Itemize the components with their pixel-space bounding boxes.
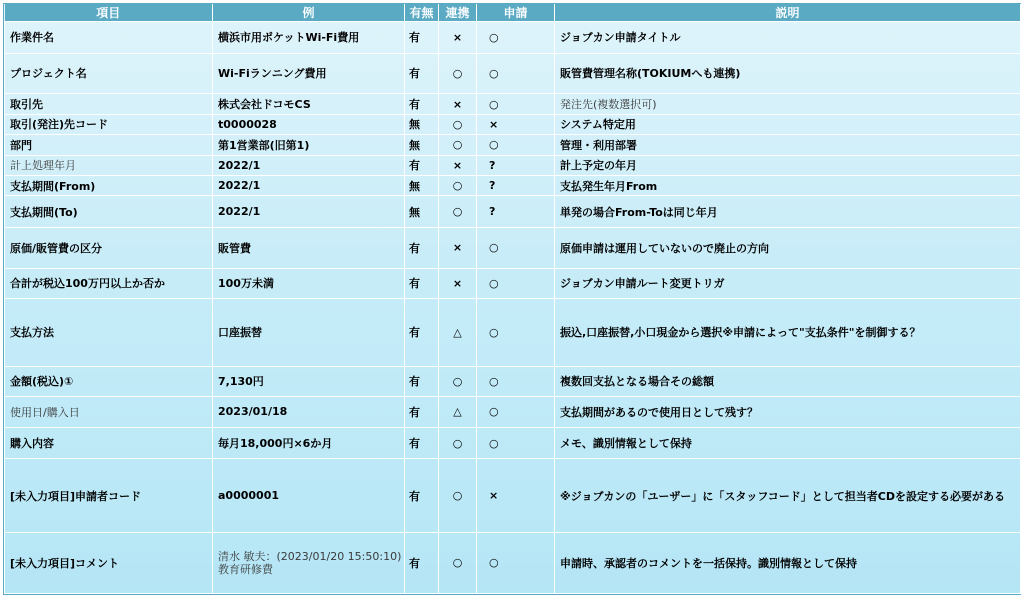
cell-example: a0000001 <box>213 459 405 532</box>
cell-exists: 有 <box>405 366 439 397</box>
table-row <box>5 53 1021 94</box>
cell-desc: 単発の場合From-Toは同じ年月 <box>555 196 1021 228</box>
cell-item: 部門 <box>5 135 213 155</box>
cell-example: 2023/01/18 <box>213 397 405 428</box>
cell-item: 購入内容 <box>5 427 213 459</box>
cell-link: ○ <box>439 532 477 593</box>
table-row <box>5 299 1021 366</box>
table-row <box>5 114 1021 134</box>
cell-desc: 申請時、承認者のコメントを一括保持。識別情報として保持 <box>555 532 1021 593</box>
cell-apply: × <box>477 459 555 532</box>
comment-text-line: 教育研修費 <box>218 562 273 576</box>
cell-link: ○ <box>439 114 477 134</box>
cell-item: 取引先 <box>5 94 213 114</box>
cell-apply: ? <box>477 196 555 228</box>
cell-example: 第1営業部(旧第1) <box>213 135 405 155</box>
header-row <box>5 4 1021 22</box>
cell-desc: ジョブカン申請タイトル <box>555 22 1021 54</box>
cell-apply: ○ <box>477 397 555 428</box>
cell-desc: 管理・利用部署 <box>555 135 1021 155</box>
cell-apply: × <box>477 114 555 134</box>
cell-apply: ○ <box>477 53 555 94</box>
header-apply: 申請 <box>477 4 555 22</box>
cell-apply: ○ <box>477 227 555 268</box>
cell-exists: 有 <box>405 22 439 54</box>
cell-item: 支払期間(From) <box>5 175 213 195</box>
cell-exists: 無 <box>405 196 439 228</box>
cell-exists: 有 <box>405 532 439 593</box>
spec-sheet <box>3 3 1021 595</box>
cell-example: 2022/1 <box>213 155 405 175</box>
cell-link: × <box>439 227 477 268</box>
cell-link: ○ <box>439 53 477 94</box>
cell-link: × <box>439 22 477 54</box>
cell-desc: ジョブカン申請ルート変更トリガ <box>555 268 1021 299</box>
cell-apply: ? <box>477 175 555 195</box>
table-row <box>5 22 1021 54</box>
table-row <box>5 227 1021 268</box>
header-item: 項目 <box>5 4 213 22</box>
cell-example: 7,130円 <box>213 366 405 397</box>
cell-item: 合計が税込100万円以上か否か <box>5 268 213 299</box>
cell-exists: 有 <box>405 268 439 299</box>
table-row <box>5 94 1021 114</box>
cell-apply: ○ <box>477 135 555 155</box>
header-exists: 有無 <box>405 4 439 22</box>
table-row <box>5 155 1021 175</box>
cell-desc: メモ、識別情報として保持 <box>555 427 1021 459</box>
cell-item: 支払方法 <box>5 299 213 366</box>
cell-apply: ? <box>477 155 555 175</box>
cell-item: 金額(税込)① <box>5 366 213 397</box>
cell-item: 原価/販管費の区分 <box>5 227 213 268</box>
header-desc: 説明 <box>555 4 1021 22</box>
cell-apply: ○ <box>477 427 555 459</box>
cell-example: t0000028 <box>213 114 405 134</box>
cell-example: 2022/1 <box>213 196 405 228</box>
cell-desc: システム特定用 <box>555 114 1021 134</box>
header-link: 連携 <box>439 4 477 22</box>
cell-link: ○ <box>439 196 477 228</box>
cell-example: 販管費 <box>213 227 405 268</box>
cell-exists: 有 <box>405 155 439 175</box>
cell-example: 株式会社ドコモCS <box>213 94 405 114</box>
cell-item: 支払期間(To) <box>5 196 213 228</box>
cell-example: Wi-Fiランニング費用 <box>213 53 405 94</box>
cell-item: [未入力項目]コメント <box>5 532 213 593</box>
cell-apply: ○ <box>477 299 555 366</box>
cell-item: 取引(発注)先コード <box>5 114 213 134</box>
cell-exists: 無 <box>405 175 439 195</box>
cell-exists: 有 <box>405 459 439 532</box>
table-row <box>5 268 1021 299</box>
cell-desc: 支払期間があるので使用日として残す？ <box>555 397 1021 428</box>
cell-exists: 無 <box>405 135 439 155</box>
field-spec-table <box>4 4 1021 594</box>
cell-exists: 有 <box>405 397 439 428</box>
cell-example: 口座振替 <box>213 299 405 366</box>
table-row <box>5 459 1021 532</box>
cell-exists: 有 <box>405 94 439 114</box>
header-example: 例 <box>213 4 405 22</box>
cell-desc: 複数回支払となる場合その総額 <box>555 366 1021 397</box>
cell-example: 毎月18,000円×6か月 <box>213 427 405 459</box>
cell-link: △ <box>439 397 477 428</box>
cell-exists: 無 <box>405 114 439 134</box>
cell-link: × <box>439 155 477 175</box>
cell-exists: 有 <box>405 227 439 268</box>
cell-example: 2022/1 <box>213 175 405 195</box>
cell-link: ○ <box>439 366 477 397</box>
cell-item: 使用日/購入日 <box>5 397 213 428</box>
cell-exists: 有 <box>405 427 439 459</box>
cell-desc: 振込,口座振替,小口現金から選択※申請によって"支払条件"を制御する？ <box>555 299 1021 366</box>
cell-exists: 有 <box>405 299 439 366</box>
cell-desc: 支払発生年月From <box>555 175 1021 195</box>
cell-desc: 計上予定の年月 <box>555 155 1021 175</box>
table-row <box>5 135 1021 155</box>
cell-link: × <box>439 268 477 299</box>
cell-apply: ○ <box>477 94 555 114</box>
comment-author-line: 清水 敏夫：(2023/01/20 15:50:10) <box>218 549 402 563</box>
cell-link: △ <box>439 299 477 366</box>
cell-link: ○ <box>439 135 477 155</box>
table-row <box>5 366 1021 397</box>
cell-item: 作業件名 <box>5 22 213 54</box>
table-row <box>5 397 1021 428</box>
cell-item: [未入力項目]申請者コード <box>5 459 213 532</box>
table-row <box>5 532 1021 593</box>
cell-desc: 販管費管理名称(TOKIUMへも連携) <box>555 53 1021 94</box>
cell-link: ○ <box>439 427 477 459</box>
cell-link: × <box>439 94 477 114</box>
cell-example: 100万未満 <box>213 268 405 299</box>
cell-link: ○ <box>439 459 477 532</box>
cell-item: 計上処理年月 <box>5 155 213 175</box>
cell-apply: ○ <box>477 22 555 54</box>
table-row <box>5 196 1021 228</box>
cell-link: ○ <box>439 175 477 195</box>
table-row <box>5 427 1021 459</box>
cell-item: プロジェクト名 <box>5 53 213 94</box>
cell-exists: 有 <box>405 53 439 94</box>
cell-apply: ○ <box>477 268 555 299</box>
cell-desc: 発注先(複数選択可) <box>555 94 1021 114</box>
cell-desc: ※ジョブカンの「ユーザー」に「スタッフコード」として担当者CDを設定する必要がある <box>555 459 1021 532</box>
table-row <box>5 175 1021 195</box>
cell-example: 横浜市用ポケットWi-Fi費用 <box>213 22 405 54</box>
cell-apply: ○ <box>477 532 555 593</box>
cell-apply: ○ <box>477 366 555 397</box>
cell-example <box>213 532 405 593</box>
cell-desc: 原価申請は運用していないので廃止の方向 <box>555 227 1021 268</box>
